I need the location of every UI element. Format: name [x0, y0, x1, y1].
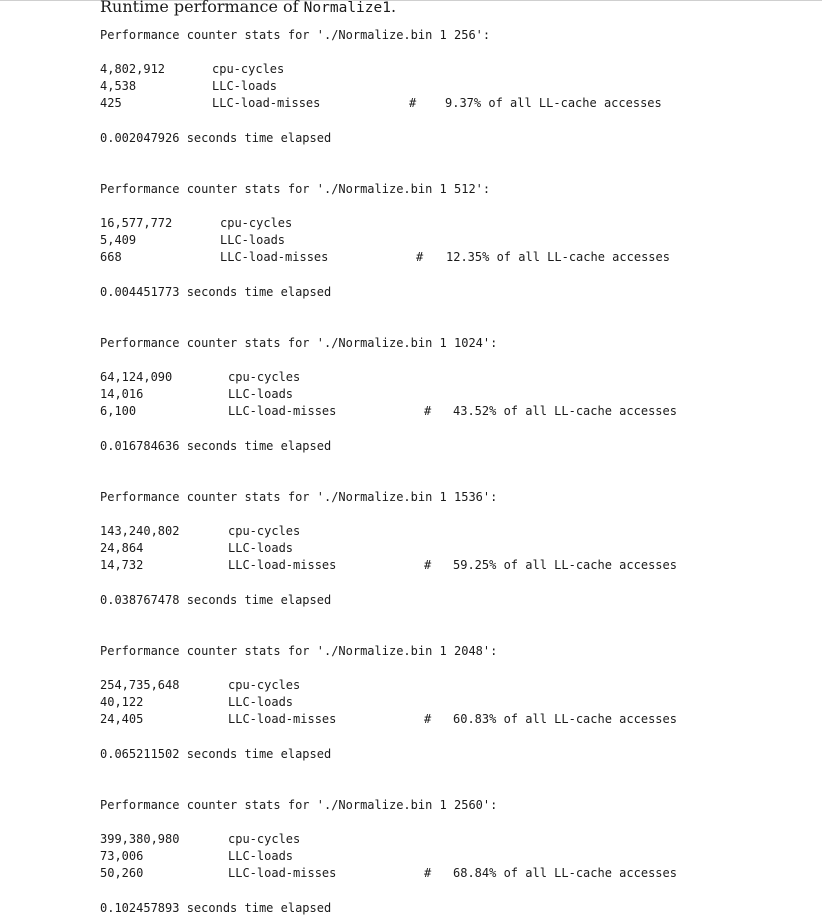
counter-row	[100, 694, 800, 711]
counter-row	[100, 249, 800, 266]
elapsed-time: 0.065211502 seconds time elapsed	[100, 747, 332, 761]
counter-row	[100, 232, 800, 249]
counter-row	[100, 540, 800, 557]
comment-marker: #	[424, 404, 432, 418]
heading-suffix: .	[390, 0, 397, 16]
run-header: Performance counter stats for './Normalize.bin 1 256':	[100, 28, 491, 42]
counter-event: cpu-cycles	[228, 678, 301, 692]
counter-row	[100, 403, 800, 420]
counter-event: LLC-load-misses	[228, 404, 337, 418]
comment-marker: #	[424, 712, 432, 726]
counter-event: LLC-load-misses	[228, 866, 337, 880]
counter-event: cpu-cycles	[228, 524, 301, 538]
elapsed-time: 0.038767478 seconds time elapsed	[100, 593, 332, 607]
counter-value: 4,802,912	[100, 62, 166, 76]
run-header: Performance counter stats for './Normalize.bin 1 1536':	[100, 490, 498, 504]
counter-value: 143,240,802	[100, 524, 180, 538]
perf-run	[100, 643, 800, 761]
counter-comment: 43.52% of all LL-cache accesses	[453, 404, 677, 418]
counter-event: cpu-cycles	[212, 62, 285, 76]
counter-row	[100, 78, 800, 95]
counter-event: LLC-loads	[228, 541, 294, 555]
counter-row	[100, 61, 800, 78]
run-header: Performance counter stats for './Normalize.bin 1 1024':	[100, 336, 498, 350]
elapsed-time: 0.102457893 seconds time elapsed	[100, 901, 332, 915]
counter-event: LLC-loads	[228, 849, 294, 863]
perf-run	[100, 489, 800, 607]
counter-value: 24,864	[100, 541, 144, 555]
counter-value: 668	[100, 250, 122, 264]
counter-value: 399,380,980	[100, 832, 180, 846]
perf-run	[100, 335, 800, 453]
counter-value: 24,405	[100, 712, 144, 726]
counter-event: LLC-loads	[220, 233, 286, 247]
counter-row	[100, 523, 800, 540]
perf-run	[100, 27, 800, 145]
counter-event: LLC-load-misses	[220, 250, 329, 264]
counter-comment: 68.84% of all LL-cache accesses	[453, 866, 677, 880]
comment-marker: #	[424, 558, 432, 572]
counter-event: LLC-loads	[228, 387, 294, 401]
counter-event: cpu-cycles	[228, 832, 301, 846]
counter-row	[100, 677, 800, 694]
counter-comment: 59.25% of all LL-cache accesses	[453, 558, 677, 572]
counter-value: 5,409	[100, 233, 137, 247]
run-header: Performance counter stats for './Normalize.bin 1 2048':	[100, 644, 498, 658]
perf-run	[100, 797, 800, 915]
counter-event: cpu-cycles	[220, 216, 293, 230]
comment-marker: #	[424, 866, 432, 880]
counter-row	[100, 386, 800, 403]
counter-value: 64,124,090	[100, 370, 173, 384]
comment-marker: #	[409, 96, 417, 110]
elapsed-time: 0.016784636 seconds time elapsed	[100, 439, 332, 453]
counter-value: 50,260	[100, 866, 144, 880]
heading-code: Normalize1	[303, 0, 391, 16]
counter-comment: 9.37% of all LL-cache accesses	[445, 96, 662, 110]
elapsed-time: 0.002047926 seconds time elapsed	[100, 131, 332, 145]
run-header: Performance counter stats for './Normalize.bin 1 512':	[100, 182, 491, 196]
counter-value: 73,006	[100, 849, 144, 863]
counter-value: 16,577,772	[100, 216, 173, 230]
counter-row	[100, 865, 800, 882]
counter-row	[100, 215, 800, 232]
perf-run	[100, 181, 800, 299]
counter-value: 40,122	[100, 695, 144, 709]
counter-event: LLC-loads	[212, 79, 278, 93]
counter-event: LLC-load-misses	[228, 712, 337, 726]
heading-prefix: Runtime performance of	[100, 0, 304, 16]
section-heading	[100, 0, 396, 18]
counter-row	[100, 711, 800, 728]
counter-value: 425	[100, 96, 122, 110]
counter-value: 14,016	[100, 387, 144, 401]
counter-row	[100, 95, 800, 112]
counter-value: 6,100	[100, 404, 137, 418]
counter-row	[100, 848, 800, 865]
counter-event: LLC-load-misses	[228, 558, 337, 572]
counter-value: 4,538	[100, 79, 137, 93]
counter-comment: 12.35% of all LL-cache accesses	[446, 250, 670, 264]
counter-row	[100, 557, 800, 574]
counter-value: 254,735,648	[100, 678, 180, 692]
counter-event: LLC-load-misses	[212, 96, 321, 110]
elapsed-time: 0.004451773 seconds time elapsed	[100, 285, 332, 299]
counter-value: 14,732	[100, 558, 144, 572]
comment-marker: #	[416, 250, 424, 264]
run-header: Performance counter stats for './Normalize.bin 1 2560':	[100, 798, 498, 812]
counter-row	[100, 831, 800, 848]
counter-event: LLC-loads	[228, 695, 294, 709]
counter-comment: 60.83% of all LL-cache accesses	[453, 712, 677, 726]
counter-row	[100, 369, 800, 386]
counter-event: cpu-cycles	[228, 370, 301, 384]
